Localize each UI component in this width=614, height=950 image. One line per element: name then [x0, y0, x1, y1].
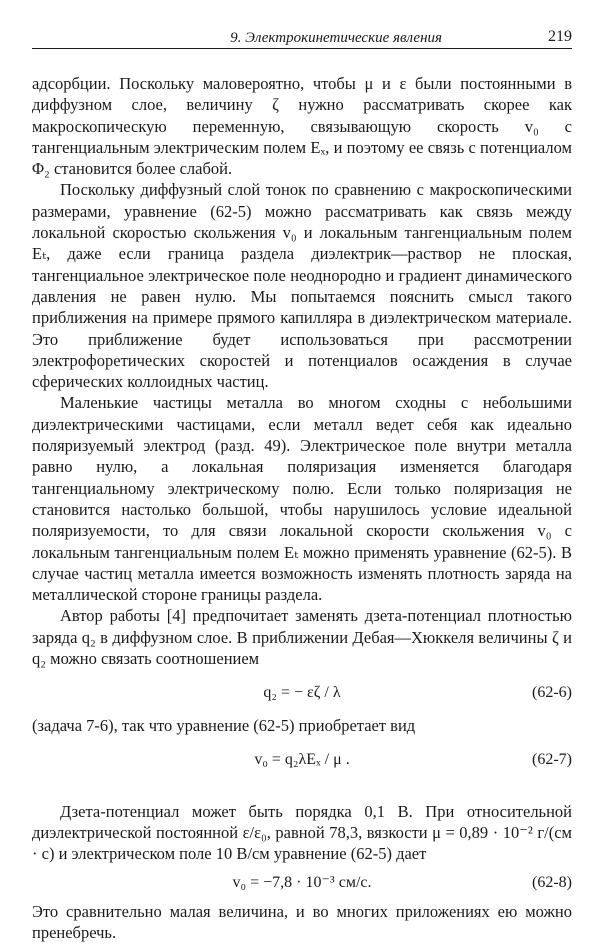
equation-62-8 [32, 865, 572, 901]
page-body [32, 73, 572, 943]
paragraph-zeta-estimate: Дзета-потенциал может быть порядка 0,1 В. При относительной диэлектрической постоянной ε/ε₀, равной 78,3, вязкости μ = 0,89 · 10⁻² г/(см · с) и электрическом поле 10 В/см уравнение (62-5) дает [32, 801, 572, 864]
equation-62-7 [32, 737, 572, 783]
paragraph-1: адсорбции. Поскольку маловероятно, чтобы μ и ε были постоянными в диффузном слое, величину ζ нужно рассматривать скорее как макроскопическую переменную, связывающую скорость v₀ с тангенциальным электрическим полем Eₓ, и поэтому ее связь с потенциалом Φ₂ становится более слабой. [32, 74, 572, 179]
equation-62-6 [32, 669, 572, 715]
equation-formula: v₀ = −7,8 · 10⁻³ см/с. [232, 873, 372, 891]
page-number: 219 [548, 28, 572, 45]
equation-number: (62-7) [532, 750, 572, 768]
book-page [32, 26, 572, 943]
paragraph-2: Поскольку диффузный слой тонок по сравнению с макроскопическими размерами, уравнение (62-5) можно рассматривать как связь между локальной скоростью скольжения v₀ и локальным тангенциальным полем Eₜ, даже если граница раздела диэлектрик—раствор не плоская, тангенциальное электрическое поле неоднородно и градиент динамического давления не равен нулю. Мы попытаемся пояснить смысл такого приближения на примере прямого капилляра в диэлектрическом материале. Это приближение будет использоваться при рассмотрении электрофоретических скоростей и потенциалов осаждения в случае сферических коллоидных частиц. [32, 180, 572, 392]
equation-number: (62-8) [532, 873, 572, 891]
paragraph-3: Маленькие частицы металла во многом сходны с небольшими диэлектрическими частицами, если металл ведет себя как идеально поляризуемый электрод (разд. 49). Электрическое поле внутри металла равно нулю, а локальная поляризация изменяется благодаря тангенциальному электрическому полю. Если только поляризация не становится настолько большой, чтобы нарушилось условие идеальной поляризуемости, то для связи локальной скорости скольжения v₀ с локальным тангенциальным полем Eₜ можно применять уравнение (62-5). В случае частиц металла имеется возможность изменять плотность заряда на металлической стороне границы раздела. [32, 393, 572, 605]
paragraph-final: Это сравнительно малая величина, и во многих приложениях ею можно пренебречь. [32, 901, 572, 942]
equation-formula: v₀ = q₂λEₓ / μ . [254, 750, 350, 768]
running-title: 9. Электрокинетические явления [230, 30, 442, 46]
equation-formula: q₂ = − εζ / λ [263, 683, 341, 701]
equation-number: (62-6) [532, 683, 572, 701]
page-header [32, 26, 572, 49]
text-after-equation-62-6: (задача 7-6), так что уравнение (62-5) приобретает вид [32, 716, 416, 736]
paragraph-4: Автор работы [4] предпочитает заменять дзета-потенциал плотностью заряда q₂ в диффузном слое. В приближении Дебая—Хюккеля величины ζ и q₂ можно связать соотношением [32, 606, 572, 669]
